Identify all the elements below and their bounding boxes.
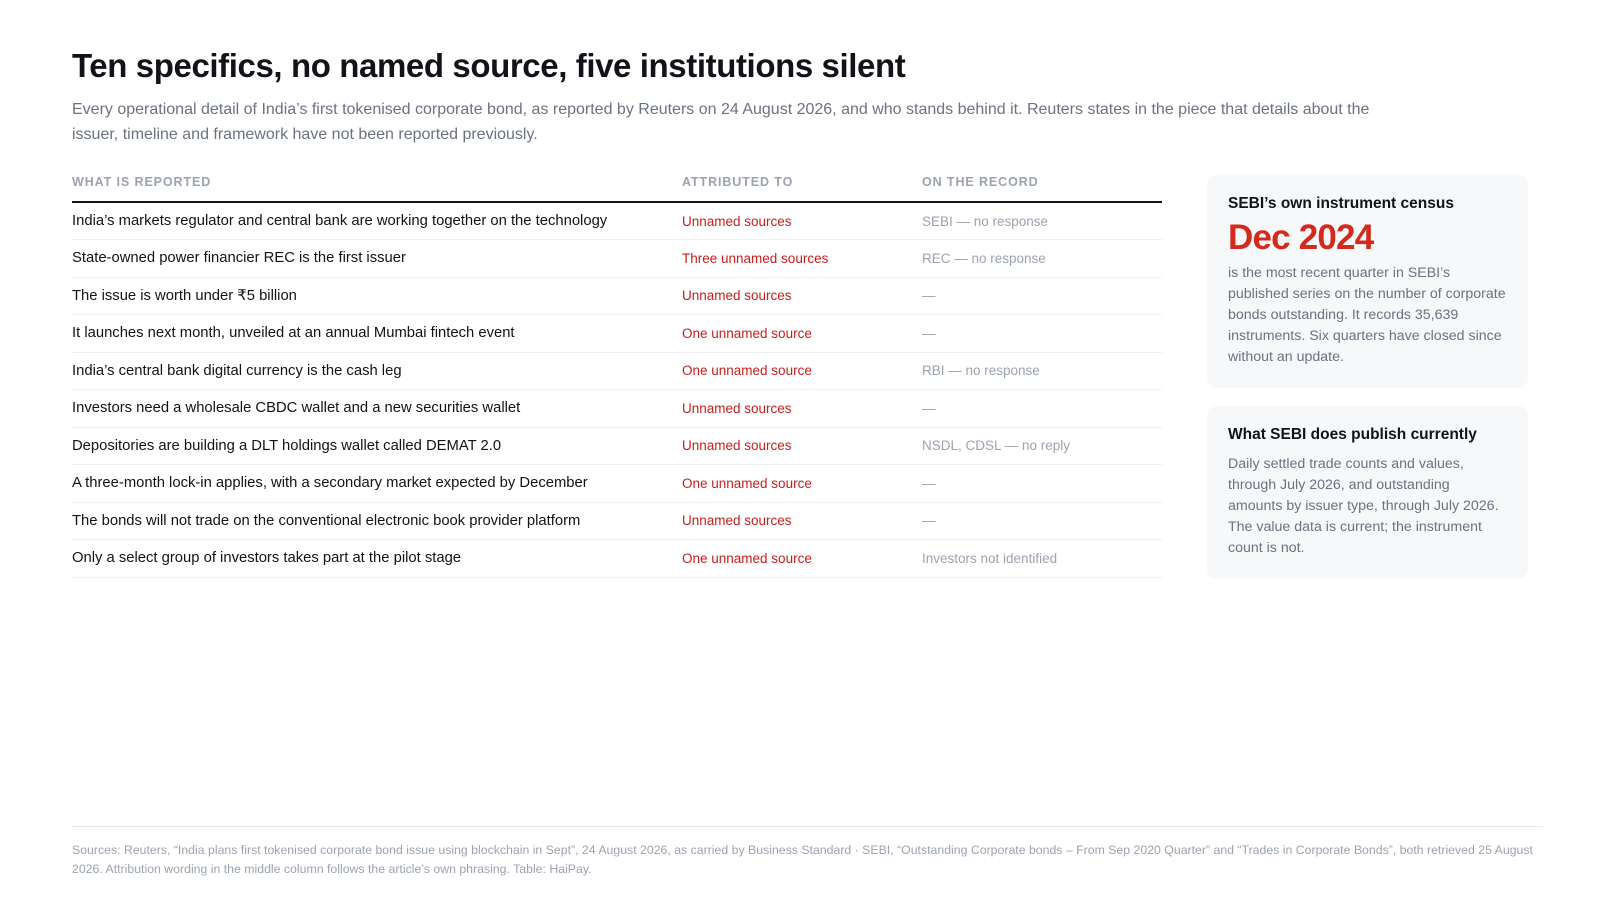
cell-record: SEBI — no response (922, 202, 1162, 240)
page-title: Ten specifics, no named source, five institutions silent (72, 47, 906, 84)
publish-card (1207, 406, 1528, 579)
table-row (72, 465, 1162, 503)
cell-record: Investors not identified (922, 540, 1162, 578)
table-row (72, 277, 1162, 315)
cell-record: RBI — no response (922, 352, 1162, 390)
cell-what: Investors need a wholesale CBDC wallet and a new securities wallet (72, 390, 682, 428)
attribution-table (72, 175, 1162, 578)
table-row (72, 352, 1162, 390)
cell-record: NSDL, CDSL — no reply (922, 427, 1162, 465)
census-card-title: SEBI’s own instrument census (1228, 195, 1454, 212)
cell-what: Depositories are building a DLT holdings wallet called DEMAT 2.0 (72, 427, 682, 465)
sidebar (1207, 175, 1528, 579)
cell-record: — (922, 502, 1162, 540)
cell-what: India’s central bank digital currency is the cash leg (72, 352, 682, 390)
census-highlight-date: Dec 2024 (1228, 218, 1374, 257)
cell-what: A three-month lock-in applies, with a secondary market expected by December (72, 465, 682, 503)
cell-what: India’s markets regulator and central bank are working together on the technology (72, 202, 682, 240)
census-card (1207, 175, 1528, 388)
cell-record: REC — no response (922, 240, 1162, 278)
cell-record: — (922, 390, 1162, 428)
publish-card-body: Daily settled trade counts and values, through July 2026, and outstanding amounts by issuer type, through July 2026. The value data is current; the instrument count is not. (1228, 456, 1499, 556)
table-row (72, 390, 1162, 428)
cell-record: — (922, 465, 1162, 503)
table-row (72, 502, 1162, 540)
cell-what: Only a select group of investors takes part at the pilot stage (72, 540, 682, 578)
sources-footer: Sources: Reuters, “India plans first tokenised corporate bond issue using blockchain in Sept”, 24 August 2026, as carried by Business Standard · SEBI, “Outstanding Corporate bonds – From Sep 2020 Quarter” and “Trades in Corporate Bonds”, both retrieved 25 August 2026. Attribution wording in the middle column follows the article’s own phrasing. Table: HaiPay. (72, 826, 1543, 878)
cell-attributed: One unnamed source (682, 465, 922, 503)
cell-attributed: Unnamed sources (682, 502, 922, 540)
cell-what: State-owned power financier REC is the first issuer (72, 240, 682, 278)
cell-attributed: Unnamed sources (682, 202, 922, 240)
cell-attributed: One unnamed source (682, 352, 922, 390)
cell-attributed: One unnamed source (682, 540, 922, 578)
table-row (72, 240, 1162, 278)
cell-attributed: Unnamed sources (682, 427, 922, 465)
page-subtitle: Every operational detail of India’s first tokenised corporate bond, as reported by Reuters on 24 August 2026, and who stands behind it. Reuters states in the piece that details about the issuer, timeline and framework have not been reported previously. (72, 101, 1370, 143)
main-content (72, 175, 1528, 579)
cell-attributed: Three unnamed sources (682, 240, 922, 278)
table-header-row (72, 175, 1162, 202)
publish-card-title: What SEBI does publish currently (1228, 426, 1477, 443)
cell-what: The issue is worth under ₹5 billion (72, 277, 682, 315)
cell-attributed: Unnamed sources (682, 277, 922, 315)
table-row (72, 202, 1162, 240)
cell-record: — (922, 315, 1162, 353)
table-row (72, 315, 1162, 353)
column-header-what: WHAT IS REPORTED (72, 175, 682, 202)
table-row (72, 540, 1162, 578)
cell-record: — (922, 277, 1162, 315)
cell-what: The bonds will not trade on the conventional electronic book provider platform (72, 502, 682, 540)
census-card-body: is the most recent quarter in SEBI’s published series on the number of corporate bonds outstanding. It records 35,639 instruments. Six quarters have closed since without an update. (1228, 265, 1506, 365)
column-header-record: ON THE RECORD (922, 175, 1162, 202)
cell-attributed: Unnamed sources (682, 390, 922, 428)
table-row (72, 427, 1162, 465)
cell-what: It launches next month, unveiled at an annual Mumbai fintech event (72, 315, 682, 353)
cell-attributed: One unnamed source (682, 315, 922, 353)
attribution-table-container (72, 175, 1162, 579)
column-header-attributed: ATTRIBUTED TO (682, 175, 922, 202)
